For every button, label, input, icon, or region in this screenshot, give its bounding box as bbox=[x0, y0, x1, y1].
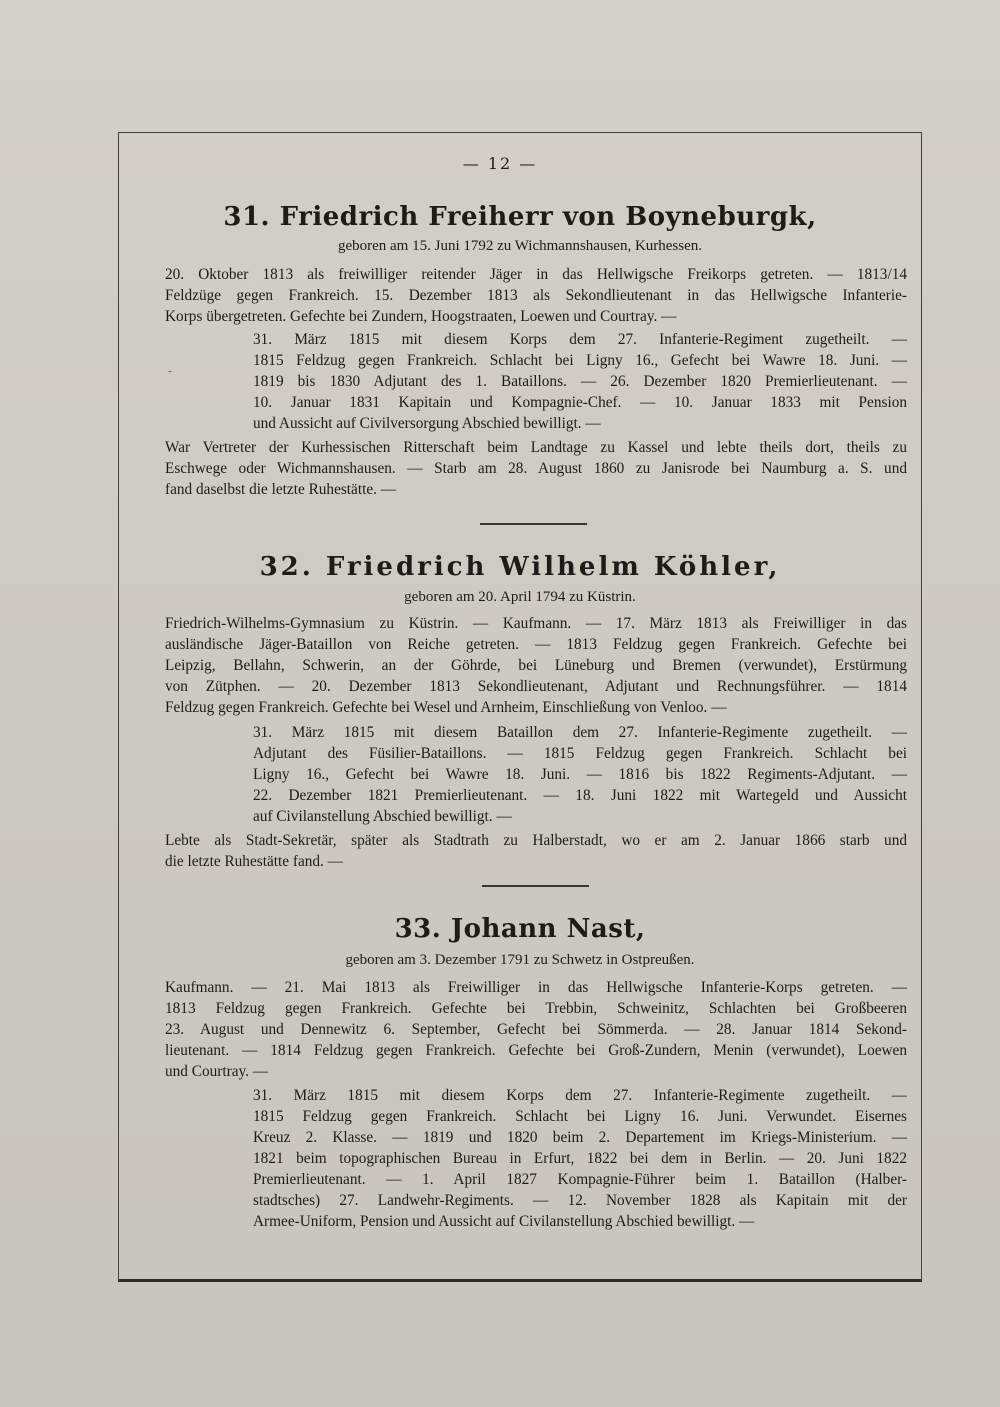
text-line: Friedrich-Wilhelms-Gymnasium zu Küstrin. — Kaufmann. — 17. März 1813 als Freiwilliger in das bbox=[165, 615, 907, 632]
entry-birth-31: geboren am 15. Juni 1792 zu Wichmannshausen, Kurhessen. bbox=[337, 238, 703, 254]
text-line: stadtsches) 27. Landwehr-Regiments. — 12. November 1828 als Kapitain mit der bbox=[253, 1192, 907, 1209]
text-line: 31. März 1815 mit diesem Korps dem 27. Infanterie-Regiment zugetheilt. — bbox=[253, 331, 907, 348]
text-line: 1813 Feldzug gegen Frankreich. Gefechte bei Trebbin, Schweinitz, Schlachten bei Großbeeren bbox=[165, 1000, 907, 1017]
text-line: Armee-Uniform, Pension und Aussicht auf Civilanstellung Abschied bewilligt. — bbox=[253, 1213, 755, 1230]
text-line: Lebte als Stadt-Sekretär, später als Stadtrath zu Halberstadt, wo er am 2. Januar 1866 starb und bbox=[165, 832, 907, 849]
text-line: lieutenant. — 1814 Feldzug gegen Frankreich. Gefechte bei Groß-Zundern, Menin (verwundet), Loewen bbox=[165, 1042, 907, 1059]
text-line: 1819 bis 1830 Adjutant des 1. Bataillons. — 26. Dezember 1820 Premierlieutenant. — bbox=[253, 373, 907, 390]
text-line: 20. Oktober 1813 als freiwilliger reitender Jäger in das Hellwigsche Freikorps getreten. — 1813/14 bbox=[165, 266, 907, 283]
entry-paragraph bbox=[165, 264, 907, 327]
entry-paragraph bbox=[165, 613, 907, 718]
entry-title-31: 31. Friedrich Freiherr von Boyneburgk, bbox=[223, 202, 817, 232]
text-line: und Aussicht auf Civilversorgung Abschied bewilligt. — bbox=[253, 415, 601, 432]
entry-paragraph bbox=[253, 1085, 907, 1232]
text-line: Feldzüge gegen Frankreich. 15. Dezember 1813 als Sekondlieutenant in das Hellwigsche Infanterie- bbox=[165, 287, 907, 304]
text-line: Eschwege oder Wichmannshausen. — Starb am 28. August 1860 zu Janisrode bei Naumburg a. S. und bbox=[165, 460, 907, 477]
text-line: Adjutant des Füsilier-Bataillons. — 1815 Feldzug gegen Frankreich. Schlacht bei bbox=[253, 745, 907, 762]
page-number: — 12 — bbox=[462, 154, 538, 173]
text-line: 31. März 1815 mit diesem Korps dem 27. Infanterie-Regimente zugetheilt. — bbox=[253, 1087, 907, 1104]
section-divider bbox=[482, 885, 589, 887]
text-line: fand daselbst die letzte Ruhestätte. — bbox=[165, 481, 397, 498]
text-line: die letzte Ruhestätte fand. — bbox=[165, 853, 343, 870]
text-line: Kreuz 2. Klasse. — 1819 und 1820 beim 2. Departement im Kriegs-Ministerium. — bbox=[253, 1129, 907, 1146]
entry-paragraph bbox=[253, 722, 907, 827]
entry-birth-33: geboren am 3. Dezember 1791 zu Schwetz in Ostpreußen. bbox=[345, 952, 695, 968]
text-line: 1815 Feldzug gegen Frankreich. Schlacht bei Ligny 16. Juni. Verwundet. Eisernes bbox=[253, 1108, 907, 1125]
section-divider bbox=[480, 523, 587, 525]
text-line: Ligny 16., Gefecht bei Wawre 18. Juni. — 1816 bis 1822 Regiments-Adjutant. — bbox=[253, 766, 907, 783]
text-line: 23. August und Dennewitz 6. September, Gefecht bei Sömmerda. — 28. Januar 1814 Sekond- bbox=[165, 1021, 907, 1038]
entry-paragraph bbox=[165, 977, 907, 1082]
text-line: Feldzug gegen Frankreich. Gefechte bei Wesel und Arnheim, Einschließung von Venloo. — bbox=[165, 699, 727, 716]
text-line: Leipzig, Bellahn, Schwerin, an der Göhrde, bei Lüneburg und Bremen (verwundet), Erstürmung bbox=[165, 657, 907, 674]
text-line: Korps übergetreten. Gefechte bei Zundern, Hoogstraaten, Loewen und Courtray. — bbox=[165, 308, 677, 325]
text-line: 22. Dezember 1821 Premierlieutenant. — 18. Juni 1822 mit Wartegeld und Aussicht bbox=[253, 787, 907, 804]
entry-title-33: 33. Johann Nast, bbox=[394, 914, 646, 944]
text-line: und Courtray. — bbox=[165, 1063, 269, 1080]
entry-paragraph bbox=[165, 830, 907, 872]
text-line: 31. März 1815 mit diesem Bataillon dem 27. Infanterie-Regimente zugetheilt. — bbox=[253, 724, 907, 741]
entry-title-32: 32. Friedrich Wilhelm Köhler, bbox=[259, 552, 781, 582]
entry-paragraph bbox=[165, 437, 907, 500]
text-line: ausländische Jäger-Bataillon von Reiche getreten. — 1813 Feldzug gegen Frankreich. Gefechte bei bbox=[165, 636, 907, 653]
entry-paragraph bbox=[253, 329, 907, 434]
text-line: Premierlieutenant. — 1. April 1827 Kompagnie-Führer beim 1. Bataillon (Halber- bbox=[253, 1171, 907, 1188]
text-line: 10. Januar 1831 Kapitain und Kompagnie-Chef. — 10. Januar 1833 mit Pension bbox=[253, 394, 907, 411]
text-line: 1815 Feldzug gegen Frankreich. Schlacht bei Ligny 16., Gefecht bei Wawre 18. Juni. — bbox=[253, 352, 907, 369]
text-line: Kaufmann. — 21. Mai 1813 als Freiwilliger in das Hellwigsche Infanterie-Korps getreten. — bbox=[165, 979, 907, 996]
text-line: War Vertreter der Kurhessischen Ritterschaft beim Landtage zu Kassel und lebte theils dort, theils zu bbox=[165, 439, 907, 456]
text-line: 1821 beim topographischen Bureau in Erfurt, 1822 bei dem in Berlin. — 20. Juni 1822 bbox=[253, 1150, 907, 1167]
entry-birth-32: geboren am 20. April 1794 zu Küstrin. bbox=[404, 589, 636, 605]
text-line: auf Civilanstellung Abschied bewilligt. — bbox=[253, 808, 512, 825]
text-line: von Zütphen. — 20. Dezember 1813 Sekondlieutenant, Adjutant und Rechnungsführer. — 1814 bbox=[165, 678, 907, 695]
stray-mark: - bbox=[168, 364, 173, 378]
